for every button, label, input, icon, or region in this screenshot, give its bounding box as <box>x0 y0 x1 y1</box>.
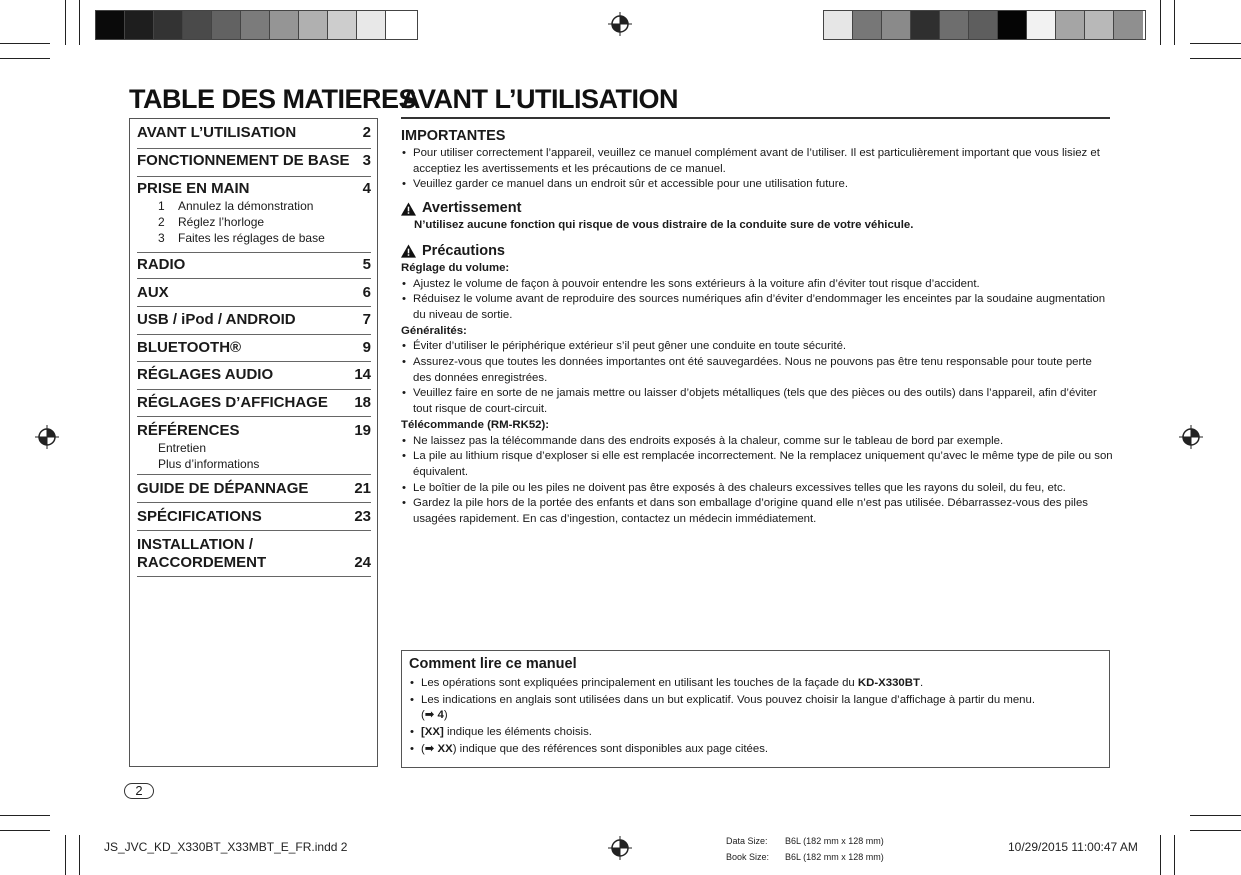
color-swatch <box>270 11 299 39</box>
subheading-generalites: Généralités: <box>401 324 467 337</box>
toc-item-page: 21 <box>354 480 371 497</box>
list-item: • La pile au lithium risque d’exploser si elle est remplacée incorrectement. Ne la remplacez uniquement qu’avec le même type de pile ou son équivalent. <box>401 449 1113 480</box>
toc-item-label: RÉGLAGES AUDIO 14 <box>137 366 371 383</box>
timestamp: 10/29/2015 11:00:47 AM <box>1008 840 1138 854</box>
color-swatch <box>154 11 183 39</box>
color-swatch <box>969 11 998 39</box>
section-heading-importantes: IMPORTANTES <box>401 128 506 144</box>
toc-item-label: AVANT L’UTILISATION 2 <box>137 124 371 141</box>
crop-mark <box>1174 0 1175 45</box>
toc-item-page: 3 <box>362 152 371 169</box>
main-content <box>401 127 1113 528</box>
toc-item-label: PRISE EN MAIN 4 <box>137 180 371 197</box>
toc-item-page: 24 <box>354 554 371 571</box>
toc-subitem[interactable]: 3 Faites les réglages de base <box>158 231 325 245</box>
color-swatch <box>940 11 969 39</box>
crop-mark <box>1160 835 1161 875</box>
toc-item[interactable] <box>137 508 371 531</box>
toc-item-label: SPÉCIFICATIONS 23 <box>137 508 371 525</box>
toc-item-page: 23 <box>354 508 371 525</box>
toc-item[interactable] <box>137 180 371 253</box>
color-swatch <box>853 11 882 39</box>
toc-item[interactable] <box>137 422 371 475</box>
color-swatch <box>1114 11 1143 39</box>
how-to-read-box <box>401 650 1110 768</box>
crop-mark <box>0 830 50 831</box>
color-swatch <box>882 11 911 39</box>
file-slug: JS_JVC_KD_X330BT_X33MBT_E_FR.indd 2 <box>104 840 348 854</box>
toc-item[interactable] <box>137 394 371 417</box>
page-title: AVANT L’UTILISATION <box>401 84 678 114</box>
toc-item-page: 14 <box>354 366 371 383</box>
toc-subitem[interactable]: Plus d’informations <box>158 457 260 471</box>
book-size-label: Book Size: <box>726 852 770 862</box>
color-swatch <box>911 11 940 39</box>
toc-item[interactable] <box>137 284 371 307</box>
color-swatch <box>357 11 386 39</box>
registration-mark-icon <box>1179 425 1203 449</box>
registration-mark-icon <box>608 836 632 860</box>
registration-mark-icon <box>35 425 59 449</box>
toc-title: TABLE DES MATIERES <box>129 84 417 114</box>
toc-item-label: USB / iPod / ANDROID 7 <box>137 311 371 328</box>
toc-item-label: RÉGLAGES D’AFFICHAGE 18 <box>137 394 371 411</box>
toc-item-page: 7 <box>362 311 371 328</box>
registration-mark-icon <box>608 12 632 36</box>
crop-mark <box>79 835 80 875</box>
toc-item-page: 18 <box>354 394 371 411</box>
toc-subitem[interactable]: 1 Annulez la démonstration <box>158 199 314 213</box>
generalites-list <box>401 339 1113 418</box>
model-name: KD-X330BT <box>857 677 920 689</box>
toc-item-page: 2 <box>362 124 371 141</box>
color-bar-right <box>823 10 1146 40</box>
note-title: Comment lire ce manuel <box>409 656 577 672</box>
toc-item-page: 19 <box>354 422 371 439</box>
crop-mark <box>1190 43 1241 44</box>
toc-subitem[interactable]: Entretien <box>158 441 207 455</box>
toc-item-label: RACCORDEMENT 24 <box>137 554 371 571</box>
color-swatch <box>824 11 853 39</box>
crop-mark <box>1190 815 1241 816</box>
color-swatch <box>386 11 415 39</box>
arrow-right-icon: ➡ <box>424 742 435 755</box>
avertissement-text: N’utilisez aucune fonction qui risque de vous distraire de la conduite sure de votre véhicule. <box>414 219 914 232</box>
list-item: • (➡ XX) indique que des références sont disponibles aux page citées. <box>409 742 1102 758</box>
table-of-contents <box>129 118 378 767</box>
data-size-value: B6L (182 mm x 128 mm) <box>785 836 884 846</box>
crop-mark <box>0 43 50 44</box>
color-bar-left <box>95 10 418 40</box>
page-number-badge: 2 <box>124 783 154 799</box>
book-size-value: B6L (182 mm x 128 mm) <box>785 852 884 862</box>
note-list <box>409 676 1102 758</box>
list-item: • Veuillez garder ce manuel dans un endroit sûr et accessible pour une utilisation future. <box>401 177 1113 193</box>
crop-mark <box>0 58 50 59</box>
importantes-list <box>401 146 1113 193</box>
toc-item[interactable] <box>137 311 371 335</box>
list-item: • Le boîtier de la pile ou les piles ne doivent pas être exposés à des chaleurs excessives telles que les rayons du soleil, du feu, etc. <box>401 481 1113 497</box>
list-item: • Gardez la pile hors de la portée des enfants et dans son emballage d’origine quand elle n’est pas utilisée. Débarrassez-vous des piles usagées rapidement. En cas d’ingestion, contactez un médecin immédiatement. <box>401 496 1113 527</box>
color-swatch <box>328 11 357 39</box>
list-item: • [XX] indique les éléments choisis. <box>409 725 1102 741</box>
toc-item-label: FONCTIONNEMENT DE BASE 3 <box>137 152 371 169</box>
crop-mark <box>1190 58 1241 59</box>
toc-item[interactable] <box>137 366 371 390</box>
toc-item-page: 9 <box>362 339 371 356</box>
reglage-list <box>401 277 1113 324</box>
crop-mark <box>79 0 80 45</box>
crop-mark <box>0 815 50 816</box>
list-item: • Éviter d’utiliser le périphérique extérieur s’il peut gêner une conduite en toute sécurité. <box>401 339 1113 355</box>
toc-item-label: RADIO 5 <box>137 256 371 273</box>
list-item: • Veuillez faire en sorte de ne jamais mettre ou laisser d’objets métalliques (tels que des pièces ou des outils) dans l’appareil, afin d’éviter tout risque de court-circuit. <box>401 386 1113 417</box>
color-swatch <box>998 11 1027 39</box>
toc-item-label: GUIDE DE DÉPANNAGE 21 <box>137 480 371 497</box>
data-size-label: Data Size: <box>726 836 768 846</box>
toc-item-page: 6 <box>362 284 371 301</box>
warning-icon <box>401 244 416 258</box>
toc-item[interactable] <box>137 124 371 149</box>
toc-item-label: AUX 6 <box>137 284 371 301</box>
crop-mark <box>65 0 66 45</box>
color-swatch <box>212 11 241 39</box>
arrow-right-icon: ➡ <box>424 709 435 722</box>
color-swatch <box>1027 11 1056 39</box>
toc-item[interactable] <box>137 339 371 362</box>
telecommande-list <box>401 434 1113 528</box>
list-item: • Pour utiliser correctement l’appareil, veuillez ce manuel complément avant de l’utiliser. Il est particulièrement important que vous lisiez et acceptiez les avertissements et les précautions de ce manuel. <box>401 146 1113 177</box>
section-heading-avertissement: Avertissement <box>401 199 1113 218</box>
color-swatch <box>125 11 154 39</box>
toc-item-label: INSTALLATION / <box>137 536 254 553</box>
toc-item-label: BLUETOOTH® 9 <box>137 339 371 356</box>
toc-subitem[interactable]: 2 Réglez l’horloge <box>158 215 265 229</box>
list-item: • Les opérations sont expliquées principalement en utilisant les touches de la façade du KD-X330BT. <box>409 676 1102 692</box>
crop-mark <box>1190 830 1241 831</box>
list-item: • Ajustez le volume de façon à pouvoir entendre les sons extérieurs à la voiture afin d’éviter tout risque d’accident. <box>401 277 1113 293</box>
toc-item[interactable] <box>137 536 371 577</box>
toc-item[interactable] <box>137 152 371 177</box>
crop-mark <box>65 835 66 875</box>
title-rule <box>401 117 1110 119</box>
color-swatch <box>1056 11 1085 39</box>
color-swatch <box>1085 11 1114 39</box>
warning-icon <box>401 202 416 216</box>
section-heading-precautions: Précautions <box>401 242 1113 261</box>
color-swatch <box>96 11 125 39</box>
color-swatch <box>299 11 328 39</box>
crop-mark <box>1174 835 1175 875</box>
subheading-telecommande: Télécommande (RM-RK52): <box>401 418 550 431</box>
toc-item-page: 4 <box>362 180 371 197</box>
toc-item[interactable] <box>137 480 371 503</box>
list-item: • Réduisez le volume avant de reproduire des sources numériques afin d’éviter d’endommager les enceintes par la soudaine augmentation du niveau de sortie. <box>401 292 1113 323</box>
toc-item-page: 5 <box>362 256 371 273</box>
toc-item-label: RÉFÉRENCES 19 <box>137 422 371 439</box>
crop-mark <box>1160 0 1161 45</box>
color-swatch <box>183 11 212 39</box>
list-item: • Ne laissez pas la télécommande dans des endroits exposés à la chaleur, comme sur le tableau de bord par exemple. <box>401 434 1113 450</box>
list-item: • Les indications en anglais sont utilisées dans un but explicatif. Vous pouvez choisir la langue d’affichage à partir du menu. (➡ 4) <box>409 693 1102 724</box>
subheading-reglage: Réglage du volume: <box>401 261 510 274</box>
list-item: • Assurez-vous que toutes les données importantes ont été sauvegardées. Nous ne pouvons pas être tenu responsable pour toute perte des données enregistrées. <box>401 355 1113 386</box>
toc-item[interactable] <box>137 256 371 279</box>
color-swatch <box>241 11 270 39</box>
